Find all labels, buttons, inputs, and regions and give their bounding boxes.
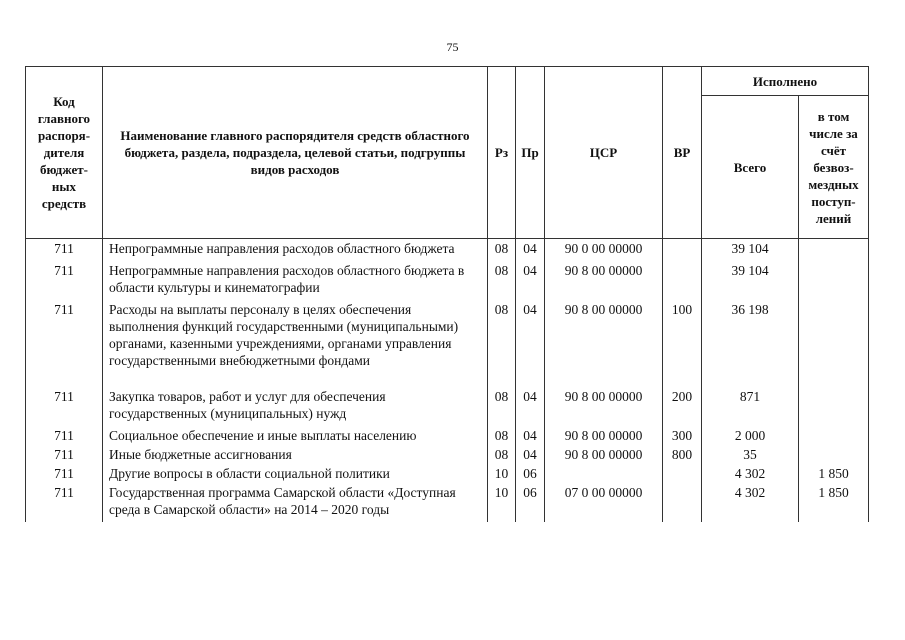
row-grants — [799, 239, 869, 262]
header-pr: Пр — [516, 67, 545, 239]
row-pr: 04 — [516, 445, 545, 464]
row-vr — [663, 464, 702, 483]
row-vr: 100 — [663, 300, 702, 387]
row-code: 711 — [26, 464, 103, 483]
row-rz: 08 — [488, 300, 516, 387]
row-vr: 300 — [663, 426, 702, 445]
row-vr — [663, 261, 702, 300]
row-rz: 08 — [488, 261, 516, 300]
header-total: Всего — [702, 96, 799, 239]
row-total: 2 000 — [702, 426, 799, 445]
header-name: Наименование главного распорядителя средств областного бюджета, раздела, подраздела, целевой статьи, подгруппы видов расходов — [103, 67, 488, 239]
row-vr: 200 — [663, 387, 702, 426]
table-row — [26, 300, 869, 387]
row-code: 711 — [26, 483, 103, 522]
header-incl-grants: в том числе за счёт безвоз-мездных поступ-лений — [799, 96, 869, 239]
row-name: Непрограммные направления расходов областного бюджета — [103, 239, 488, 262]
row-rz: 08 — [488, 239, 516, 262]
row-grants: 1 850 — [799, 483, 869, 522]
row-code: 711 — [26, 387, 103, 426]
row-rz: 08 — [488, 445, 516, 464]
header-csr: ЦСР — [545, 67, 663, 239]
budget-table — [25, 66, 869, 522]
row-csr: 90 0 00 00000 — [545, 239, 663, 262]
row-total: 36 198 — [702, 300, 799, 387]
row-grants — [799, 426, 869, 445]
row-rz: 10 — [488, 464, 516, 483]
row-grants — [799, 387, 869, 426]
row-name: Другие вопросы в области социальной политики — [103, 464, 488, 483]
header-executed: Исполнено — [702, 67, 869, 96]
table-row — [26, 464, 869, 483]
header-code: Код главного распоря-дителя бюджет-ных средств — [26, 67, 103, 239]
table-row — [26, 261, 869, 300]
row-pr: 06 — [516, 483, 545, 522]
row-vr: 800 — [663, 445, 702, 464]
row-csr — [545, 464, 663, 483]
row-name: Государственная программа Самарской области «Доступная среда в Самарской области» на 2014 – 2020 годы — [103, 483, 488, 522]
table-row — [26, 239, 869, 262]
row-total: 39 104 — [702, 261, 799, 300]
header-vr: ВР — [663, 67, 702, 239]
row-grants — [799, 300, 869, 387]
table-row — [26, 426, 869, 445]
row-csr: 90 8 00 00000 — [545, 261, 663, 300]
row-total: 39 104 — [702, 239, 799, 262]
row-total: 871 — [702, 387, 799, 426]
row-name: Закупка товаров, работ и услуг для обеспечения государственных (муниципальных) нужд — [103, 387, 488, 426]
row-vr — [663, 239, 702, 262]
row-code: 711 — [26, 445, 103, 464]
row-csr: 90 8 00 00000 — [545, 300, 663, 387]
row-code: 711 — [26, 239, 103, 262]
row-total: 4 302 — [702, 483, 799, 522]
row-name: Расходы на выплаты персоналу в целях обеспечения выполнения функций государственными (муниципальными) органами, казенными учреждениями, органами управления государственными внебюджетными фондами — [103, 300, 488, 387]
row-csr: 90 8 00 00000 — [545, 445, 663, 464]
row-csr: 07 0 00 00000 — [545, 483, 663, 522]
table-row — [26, 387, 869, 426]
row-rz: 10 — [488, 483, 516, 522]
row-pr: 04 — [516, 239, 545, 262]
row-code: 711 — [26, 261, 103, 300]
page-number: 75 — [446, 40, 459, 54]
row-name: Непрограммные направления расходов областного бюджета в области культуры и кинематографии — [103, 261, 488, 300]
row-total: 35 — [702, 445, 799, 464]
row-csr: 90 8 00 00000 — [545, 426, 663, 445]
row-csr: 90 8 00 00000 — [545, 387, 663, 426]
row-pr: 06 — [516, 464, 545, 483]
row-code: 711 — [26, 426, 103, 445]
row-name: Иные бюджетные ассигнования — [103, 445, 488, 464]
row-vr — [663, 483, 702, 522]
row-total: 4 302 — [702, 464, 799, 483]
row-pr: 04 — [516, 387, 545, 426]
header-rz: Рз — [488, 67, 516, 239]
table-row — [26, 483, 869, 522]
row-rz: 08 — [488, 387, 516, 426]
table-row — [26, 445, 869, 464]
row-pr: 04 — [516, 261, 545, 300]
row-rz: 08 — [488, 426, 516, 445]
row-pr: 04 — [516, 300, 545, 387]
row-code: 711 — [26, 300, 103, 387]
row-grants — [799, 445, 869, 464]
row-grants — [799, 261, 869, 300]
row-name: Социальное обеспечение и иные выплаты населению — [103, 426, 488, 445]
row-pr: 04 — [516, 426, 545, 445]
row-grants: 1 850 — [799, 464, 869, 483]
